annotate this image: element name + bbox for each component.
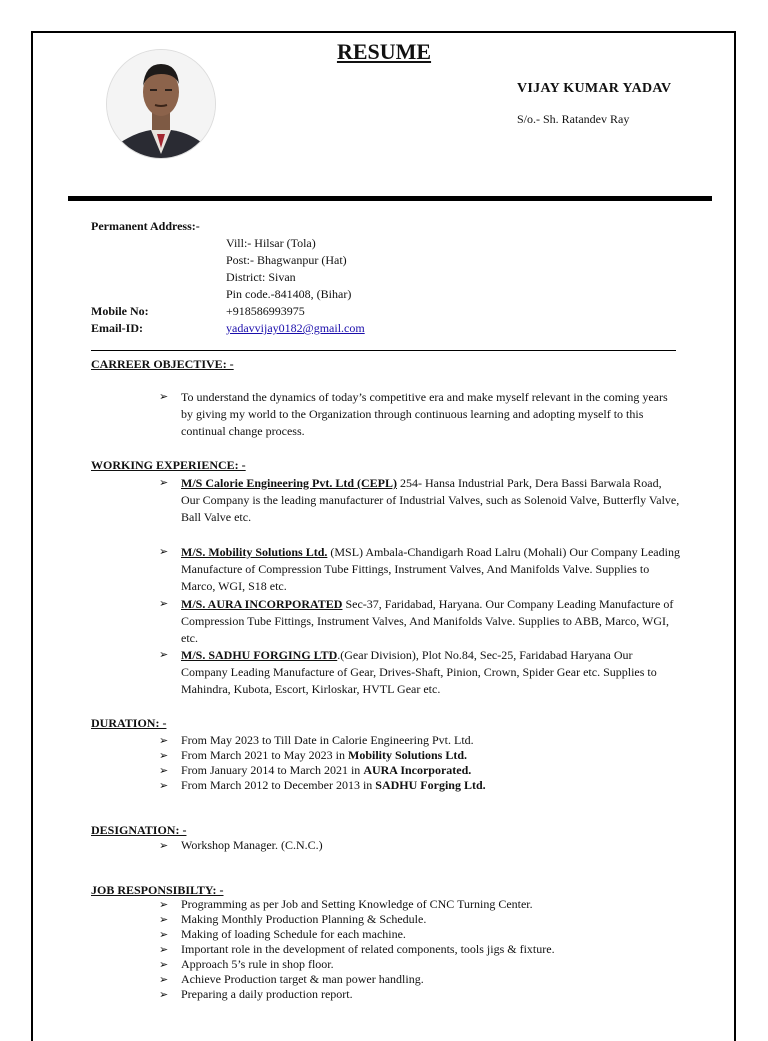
responsibility-item: Achieve Production target & man power handling.	[181, 972, 424, 986]
bullet-icon: ➢	[159, 546, 169, 558]
bullet-icon: ➢	[159, 649, 169, 661]
company-description: Our Company is the leading manufacturer of Industrial Valves, such as Solenoid Valve, Butterfly Valve, Ball Valve etc.	[181, 493, 680, 524]
bullet-icon: ➢	[159, 735, 169, 747]
responsibility-item: Making Monthly Production Planning & Schedule.	[181, 912, 427, 926]
responsibility-heading: JOB RESPONSIBILTY: -	[91, 883, 224, 897]
objective-heading: CARREER OBJECTIVE: -	[91, 357, 234, 371]
mobile-value: +918586993975	[226, 304, 305, 318]
duration-text: From January 2014 to March 2021 in	[181, 763, 364, 777]
company-details: (MSL) Ambala-Chandigarh Road Lalru (Mohali) Our Company Leading Manufacture of Compression Tube Fittings, Instrument Valves, And Manifolds Valve. Supplies to Marco, WGI, S18 etc.	[181, 545, 680, 593]
experience-heading: WORKING EXPERIENCE: -	[91, 458, 246, 472]
email-link[interactable]: yadavvijay0182@gmail.com	[226, 321, 365, 335]
bullet-icon: ➢	[159, 391, 169, 403]
company-name: M/S. Mobility Solutions Ltd.	[181, 545, 328, 559]
duration-item	[181, 748, 467, 763]
address-line: District: Sivan	[226, 270, 296, 284]
bullet-icon: ➢	[159, 899, 169, 911]
experience-item	[181, 596, 681, 647]
company-details: Sec-37, Faridabad, Haryana. Our Company Leading Manufacture of Compression Tube Fittings, Instrument Valves, And Manifolds Valve. Supplies to ABB, Marco, WGI, etc.	[181, 597, 674, 645]
duration-company: SADHU Forging Ltd.	[375, 778, 486, 792]
address-line: Vill:- Hilsar (Tola)	[226, 236, 316, 250]
bullet-icon: ➢	[159, 780, 169, 792]
company-name: M/S Calorie Engineering Pvt. Ltd (CEPL)	[181, 476, 397, 490]
company-name: M/S. AURA INCORPORATED	[181, 597, 343, 611]
duration-text: From March 2012 to December 2013 in	[181, 778, 376, 792]
duration-text: From March 2021 to May 2023 in	[181, 748, 348, 762]
duration-company: AURA Incorporated.	[363, 763, 472, 777]
responsibility-item: Programming as per Job and Setting Knowledge of CNC Turning Center.	[181, 897, 533, 911]
bullet-icon: ➢	[159, 750, 169, 762]
duration-text: From May 2023 to Till Date in Calorie Engineering Pvt. Ltd.	[181, 733, 474, 747]
designation-value: Workshop Manager. (C.N.C.)	[181, 838, 323, 852]
address-line: Post:- Bhagwanpur (Hat)	[226, 253, 347, 267]
bullet-icon: ➢	[159, 929, 169, 941]
experience-item	[181, 544, 681, 595]
designation-heading: DESIGNATION: -	[91, 823, 187, 837]
address-line: Pin code.-841408, (Bihar)	[226, 287, 352, 301]
responsibility-item: Making of loading Schedule for each machine.	[181, 927, 406, 941]
duration-item	[181, 733, 474, 748]
father-name: S/o.- Sh. Ratandev Ray	[517, 112, 630, 126]
mobile-label: Mobile No:	[91, 304, 149, 318]
bullet-icon: ➢	[159, 974, 169, 986]
duration-heading: DURATION: -	[91, 716, 167, 730]
bullet-icon: ➢	[159, 944, 169, 956]
company-details: 254- Hansa Industrial Park, Dera Bassi Barwala Road,	[397, 476, 662, 490]
page-title: RESUME	[336, 39, 432, 64]
bullet-icon: ➢	[159, 765, 169, 777]
duration-company: Mobility Solutions Ltd.	[348, 748, 468, 762]
responsibility-item: Preparing a daily production report.	[181, 987, 353, 1001]
email-label: Email-ID:	[91, 321, 143, 335]
experience-item	[181, 647, 681, 698]
bullet-icon: ➢	[159, 959, 169, 971]
company-name: M/S. SADHU FORGING LTD	[181, 648, 338, 662]
candidate-name: VIJAY KUMAR YADAV	[517, 81, 672, 96]
bullet-icon: ➢	[159, 840, 169, 852]
bullet-icon: ➢	[159, 477, 169, 489]
address-label: Permanent Address:-	[91, 219, 200, 233]
duration-item	[181, 763, 471, 778]
bullet-icon: ➢	[159, 598, 169, 610]
profile-photo	[106, 49, 216, 159]
responsibility-item: Approach 5’s rule in shop floor.	[181, 957, 334, 971]
contact-divider	[91, 350, 676, 351]
objective-text: To understand the dynamics of today’s competitive era and make myself relevant in the coming years by giving my world to the Organization through continuous learning and adopting myself to this continual change process.	[181, 390, 668, 438]
company-details: .(Gear Division), Plot No.84, Sec-25, Faridabad Haryana Our Company Leading Manufacture of Gear, Drives-Shaft, Pinion, Crown, Spider Gear etc. Supplies to Mahindra, Kubota, Escort, Kirloskar, HVTL Gear etc.	[181, 648, 657, 696]
bullet-icon: ➢	[159, 914, 169, 926]
experience-item	[181, 475, 681, 526]
responsibility-item: Important role in the development of related components, tools jigs & fixture.	[181, 942, 555, 956]
header-divider	[68, 196, 712, 201]
bullet-icon: ➢	[159, 989, 169, 1001]
duration-item	[181, 778, 486, 793]
